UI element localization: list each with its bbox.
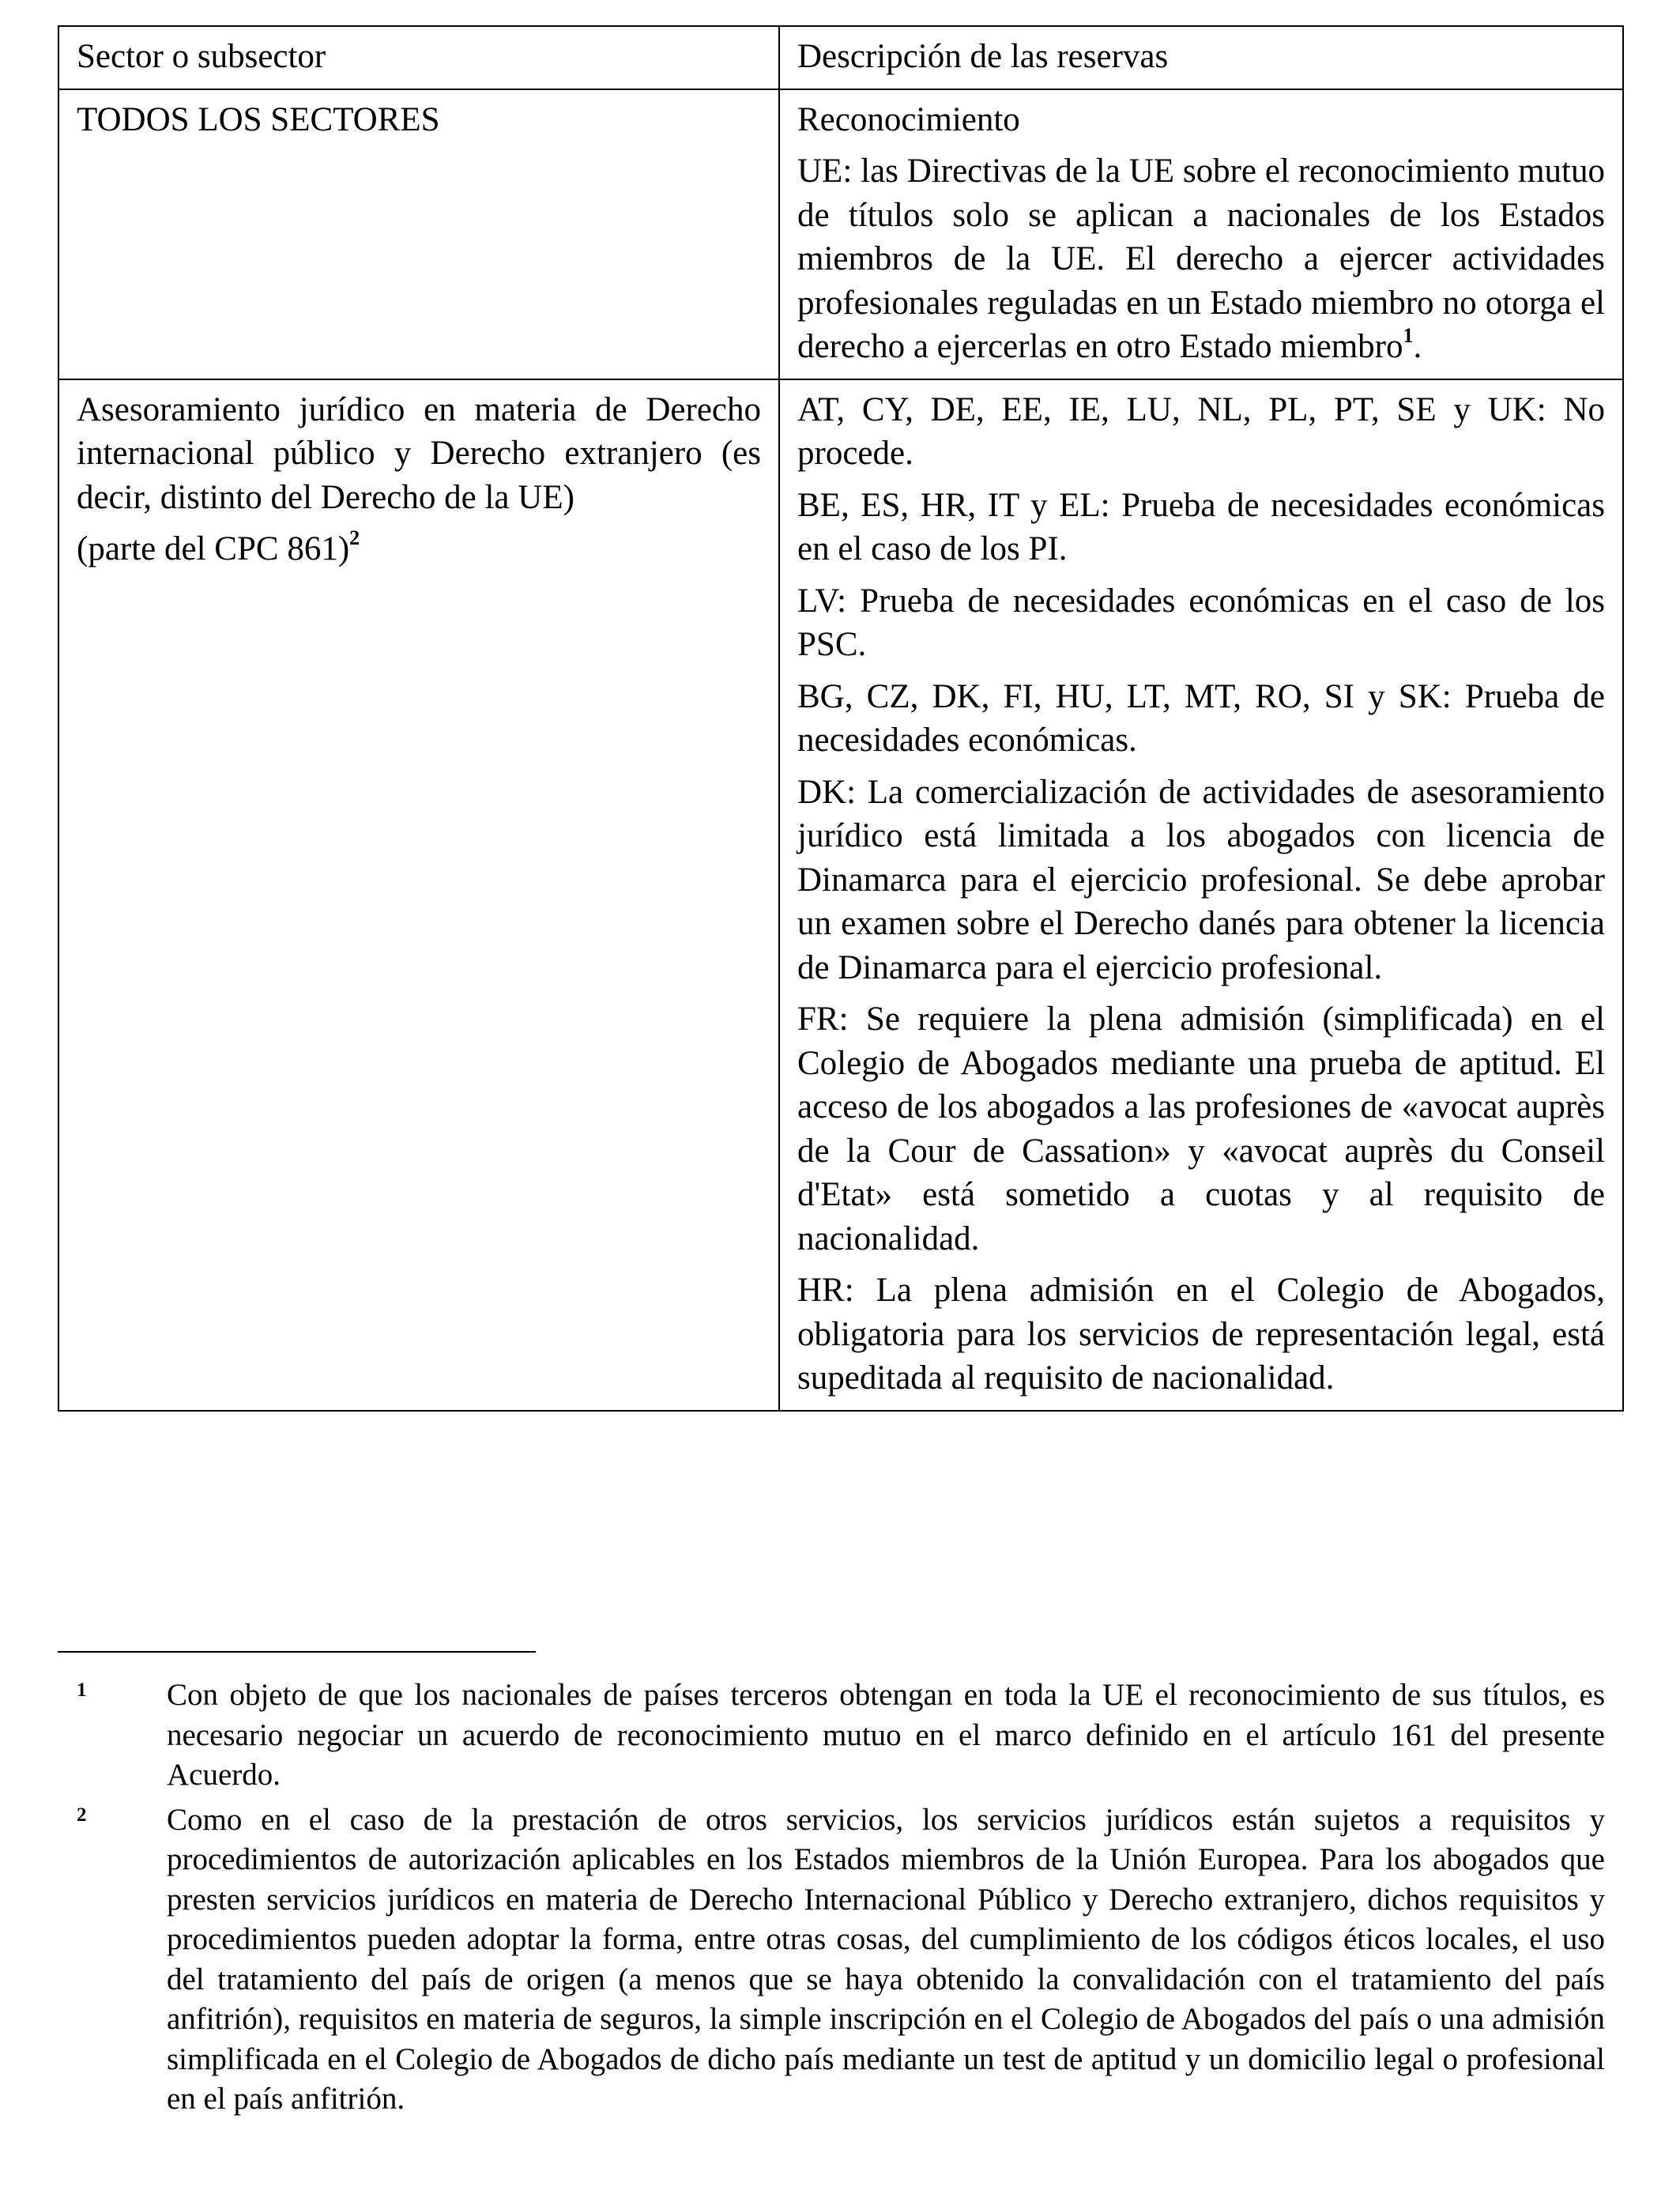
reservation-paragraph: HR: La plena admisión en el Colegio de Abogados, obligatoria para los servicios de representación legal, está supeditada al requisito de nacionalidad. xyxy=(797,1272,1605,1397)
reservations-table xyxy=(58,25,1624,1412)
reservation-text: UE: las Directivas de la UE sobre el reconocimiento mutuo de títulos solo se aplican a nacionales de los Estados miembros de la UE. El derecho a ejercer actividades profesionales reguladas en un Estado miembro no otorga el derecho a ejercerlas en otro Estado miembro xyxy=(797,153,1605,365)
reservation-paragraph xyxy=(797,149,1605,369)
footnote-reference[interactable]: 1 xyxy=(1403,323,1414,347)
header-sector: Sector o subsector xyxy=(58,26,779,89)
table-row xyxy=(58,89,1623,379)
sector-cell xyxy=(58,379,779,1411)
reservation-heading: Reconocimiento xyxy=(797,100,1020,138)
footnotes xyxy=(58,1676,1605,2124)
reservation-paragraph: DK: La comercialización de actividades de asesoramiento jurídico está limitada a los abogados con licencia de Dinamarca para el ejercicio profesional. Se debe aprobar un examen sobre el Derecho danés para obtener la licencia de Dinamarca para el ejercicio profesional. xyxy=(797,773,1605,986)
sector-name: Asesoramiento jurídico en materia de Derecho internacional público y Derecho extranjero (es decir, distinto del Derecho de la UE) xyxy=(77,390,761,516)
description-cell xyxy=(779,89,1623,379)
footnote-separator xyxy=(58,1651,536,1653)
footnote xyxy=(58,1676,1605,1796)
footnote-mark: 2 xyxy=(77,1804,87,1826)
footnote-reference[interactable]: 2 xyxy=(349,526,360,549)
header-description: Descripción de las reservas xyxy=(779,26,1623,89)
reservation-paragraph: BG, CZ, DK, FI, HU, LT, MT, RO, SI y SK: Prueba de necesidades económicas. xyxy=(797,677,1605,759)
sector-name: TODOS LOS SECTORES xyxy=(77,100,440,138)
reservation-paragraph: BE, ES, HR, IT y EL: Prueba de necesidades económicas en el caso de los PI. xyxy=(797,486,1605,567)
sector-cell xyxy=(58,89,779,379)
table-row xyxy=(58,379,1623,1411)
footnote-text: Como en el caso de la prestación de otros servicios, los servicios jurídicos están sujetos a requisitos y procedimientos de autorización aplicables en los Estados miembros de la Unión Europea. Para los abogados que presten servicios jurídicos en materia de Derecho Internacional Público y Derecho extranjero, dichos requisitos y procedimientos pueden adoptar la forma, entre otras cosas, del cumplimiento de los códigos éticos locales, el uso del tratamiento del país de origen (a menos que se haya obtenido la convalidación con el tratamiento del país anfitrión), requisitos en materia de seguros, la simple inscripción en el Colegio de Abogados del país o una admisión simplificada en el Colegio de Abogados de dicho país mediante un test de aptitud y un domicilio legal o profesional en el país anfitrión. xyxy=(167,1802,1605,2116)
table-header-row xyxy=(58,26,1623,89)
reservation-paragraph: LV: Prueba de necesidades económicas en el caso de los PSC. xyxy=(797,582,1605,663)
sector-classification xyxy=(77,527,761,571)
sector-classification-text: (parte del CPC 861) xyxy=(77,530,350,567)
footnote-text: Con objeto de que los nacionales de países terceros obtengan en toda la UE el reconocimiento de sus títulos, es necesario negociar un acuerdo de reconocimiento mutuo en el marco definido en el artículo 161 del presente Acuerdo. xyxy=(167,1678,1605,1792)
reservation-paragraph: FR: Se requiere la plena admisión (simplificada) en el Colegio de Abogados mediante una prueba de aptitud. El acceso de los abogados a las profesiones de «avocat auprès de la Cour de Cassation» y «avocat auprès du Conseil d'Etat» está sometido a cuotas y al requisito de nacionalidad. xyxy=(797,1001,1605,1257)
reservation-text-end: . xyxy=(1413,328,1422,365)
footnote-mark: 1 xyxy=(77,1679,87,1701)
description-cell xyxy=(779,379,1623,1411)
reservation-paragraph: AT, CY, DE, EE, IE, LU, NL, PL, PT, SE y UK: No procede. xyxy=(797,390,1605,472)
footnote xyxy=(58,1800,1605,2120)
